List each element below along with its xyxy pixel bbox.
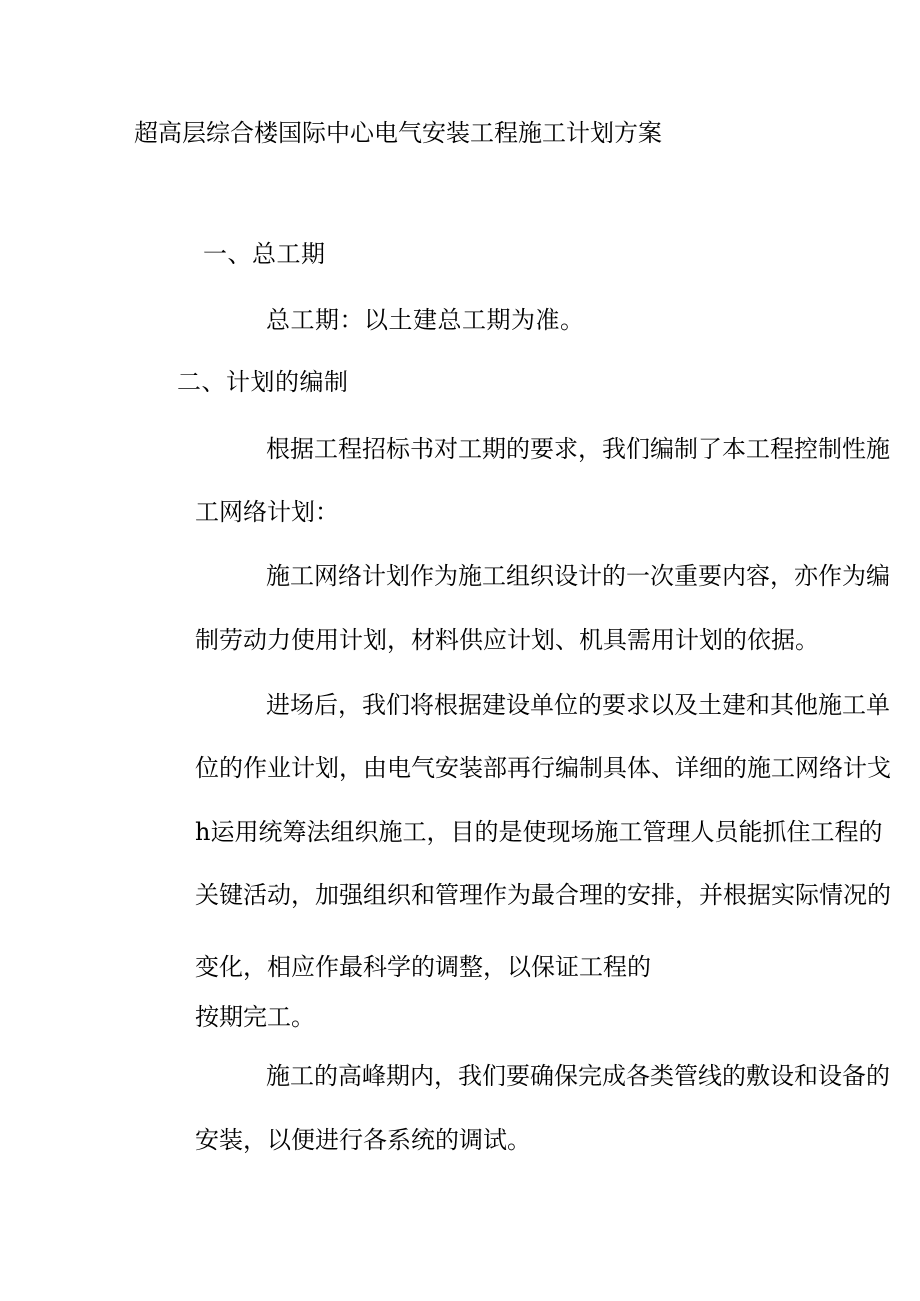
section-heading-plan: 二、计划的编制 (177, 368, 349, 396)
paragraph-line: 施工的高峰期内，我们要确保完成各类管线的敷设和设备的 (266, 1062, 890, 1090)
section-heading-schedule: 一、总工期 (203, 240, 326, 268)
document-title: 超高层综合楼国际中心电气安装工程施工计划方案 (134, 119, 662, 147)
paragraph-line: 变化，相应作最科学的调整，以保证工程的 (195, 953, 651, 981)
schedule-text: 总工期：以土建总工期为准。 (266, 306, 585, 334)
paragraph-line: 位的作业计划，由电气安装部再行编制具体、详细的施工网络计戈 (195, 754, 891, 782)
paragraph-line: 根据工程招标书对工期的要求，我们编制了本工程控制性施 (266, 435, 890, 463)
paragraph-line: h运用统筹法组织施工，目的是使现场施工管理人员能抓住工程的 (195, 818, 883, 846)
paragraph-line: 工网络计划： (195, 498, 339, 526)
paragraph-line: 关键活动，加强组织和管理作为最合理的安排，并根据实际情况的 (195, 881, 891, 909)
paragraph-line: 制劳动力使用计划，材料供应计划、机具需用计划的依据。 (195, 626, 819, 654)
paragraph-line: 安装，以便进行各系统的调试。 (195, 1126, 531, 1154)
paragraph-line: 进场后，我们将根据建设单位的要求以及土建和其他施工单 (266, 691, 890, 719)
paragraph-line: 施工网络计划作为施工组织设计的一次重要内容，亦作为编 (266, 562, 890, 590)
paragraph-line: 按期完工。 (195, 1003, 315, 1031)
